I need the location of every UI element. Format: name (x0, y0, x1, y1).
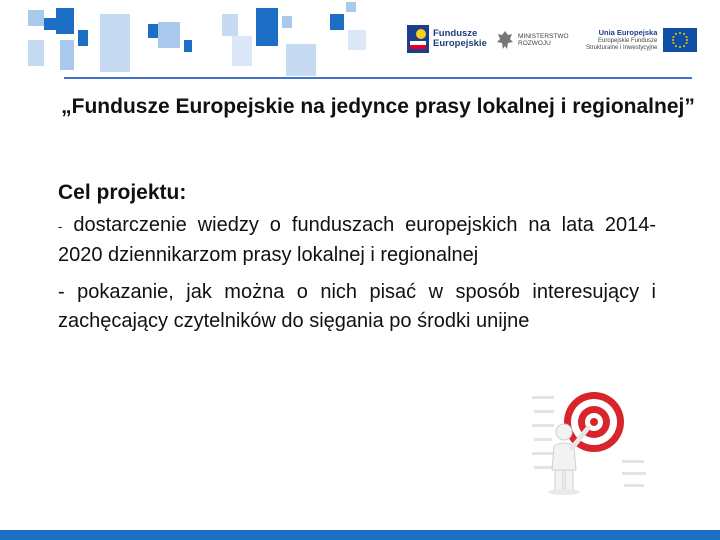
header-divider (64, 77, 692, 79)
eagle-emblem-icon (496, 29, 514, 51)
project-goal-heading: Cel projektu: (58, 181, 187, 204)
goal-bullet-1 (58, 211, 656, 270)
logo-fe-line1: Fundusze (433, 28, 478, 39)
person-with-target-icon (530, 388, 650, 498)
footer-bar (0, 530, 720, 540)
slide-content (58, 178, 656, 344)
slide-title: „Fundusze Europejskie na jedynce prasy lokalnej i regionalnej” (61, 95, 695, 118)
logo-ue-line3: Strukturalne i Inwestycyjne (586, 44, 658, 51)
logo-fe-line2: Europejskie (433, 38, 487, 49)
logo-ue-line1: Unia Europejska (598, 27, 658, 37)
logo-unia-europejska (586, 25, 697, 55)
goal-bullet-2: - pokazanie, jak można o nich pisać w sposób interesujący i zachęcający czytelników do sięgania po środki unijne (58, 281, 656, 332)
logo-mr-line1: MINISTERSTWO (518, 33, 569, 40)
eu-flag-icon (663, 28, 697, 52)
logo-ministerstwo-rozwoju (496, 26, 569, 54)
bullet-1-text: dostarczenie wiedzy o funduszach europejskich na lata 2014-2020 dziennikarzom prasy lokalnej i regionalnej (58, 214, 657, 266)
bullet-1-dash: - (58, 219, 63, 234)
logo-ue-line2: Europejskie Fundusze (598, 37, 658, 44)
logo-mr-line2: ROZWOJU (518, 40, 551, 47)
logo-fundusze-europejskie (407, 24, 487, 54)
fe-flag-icon (407, 25, 429, 53)
